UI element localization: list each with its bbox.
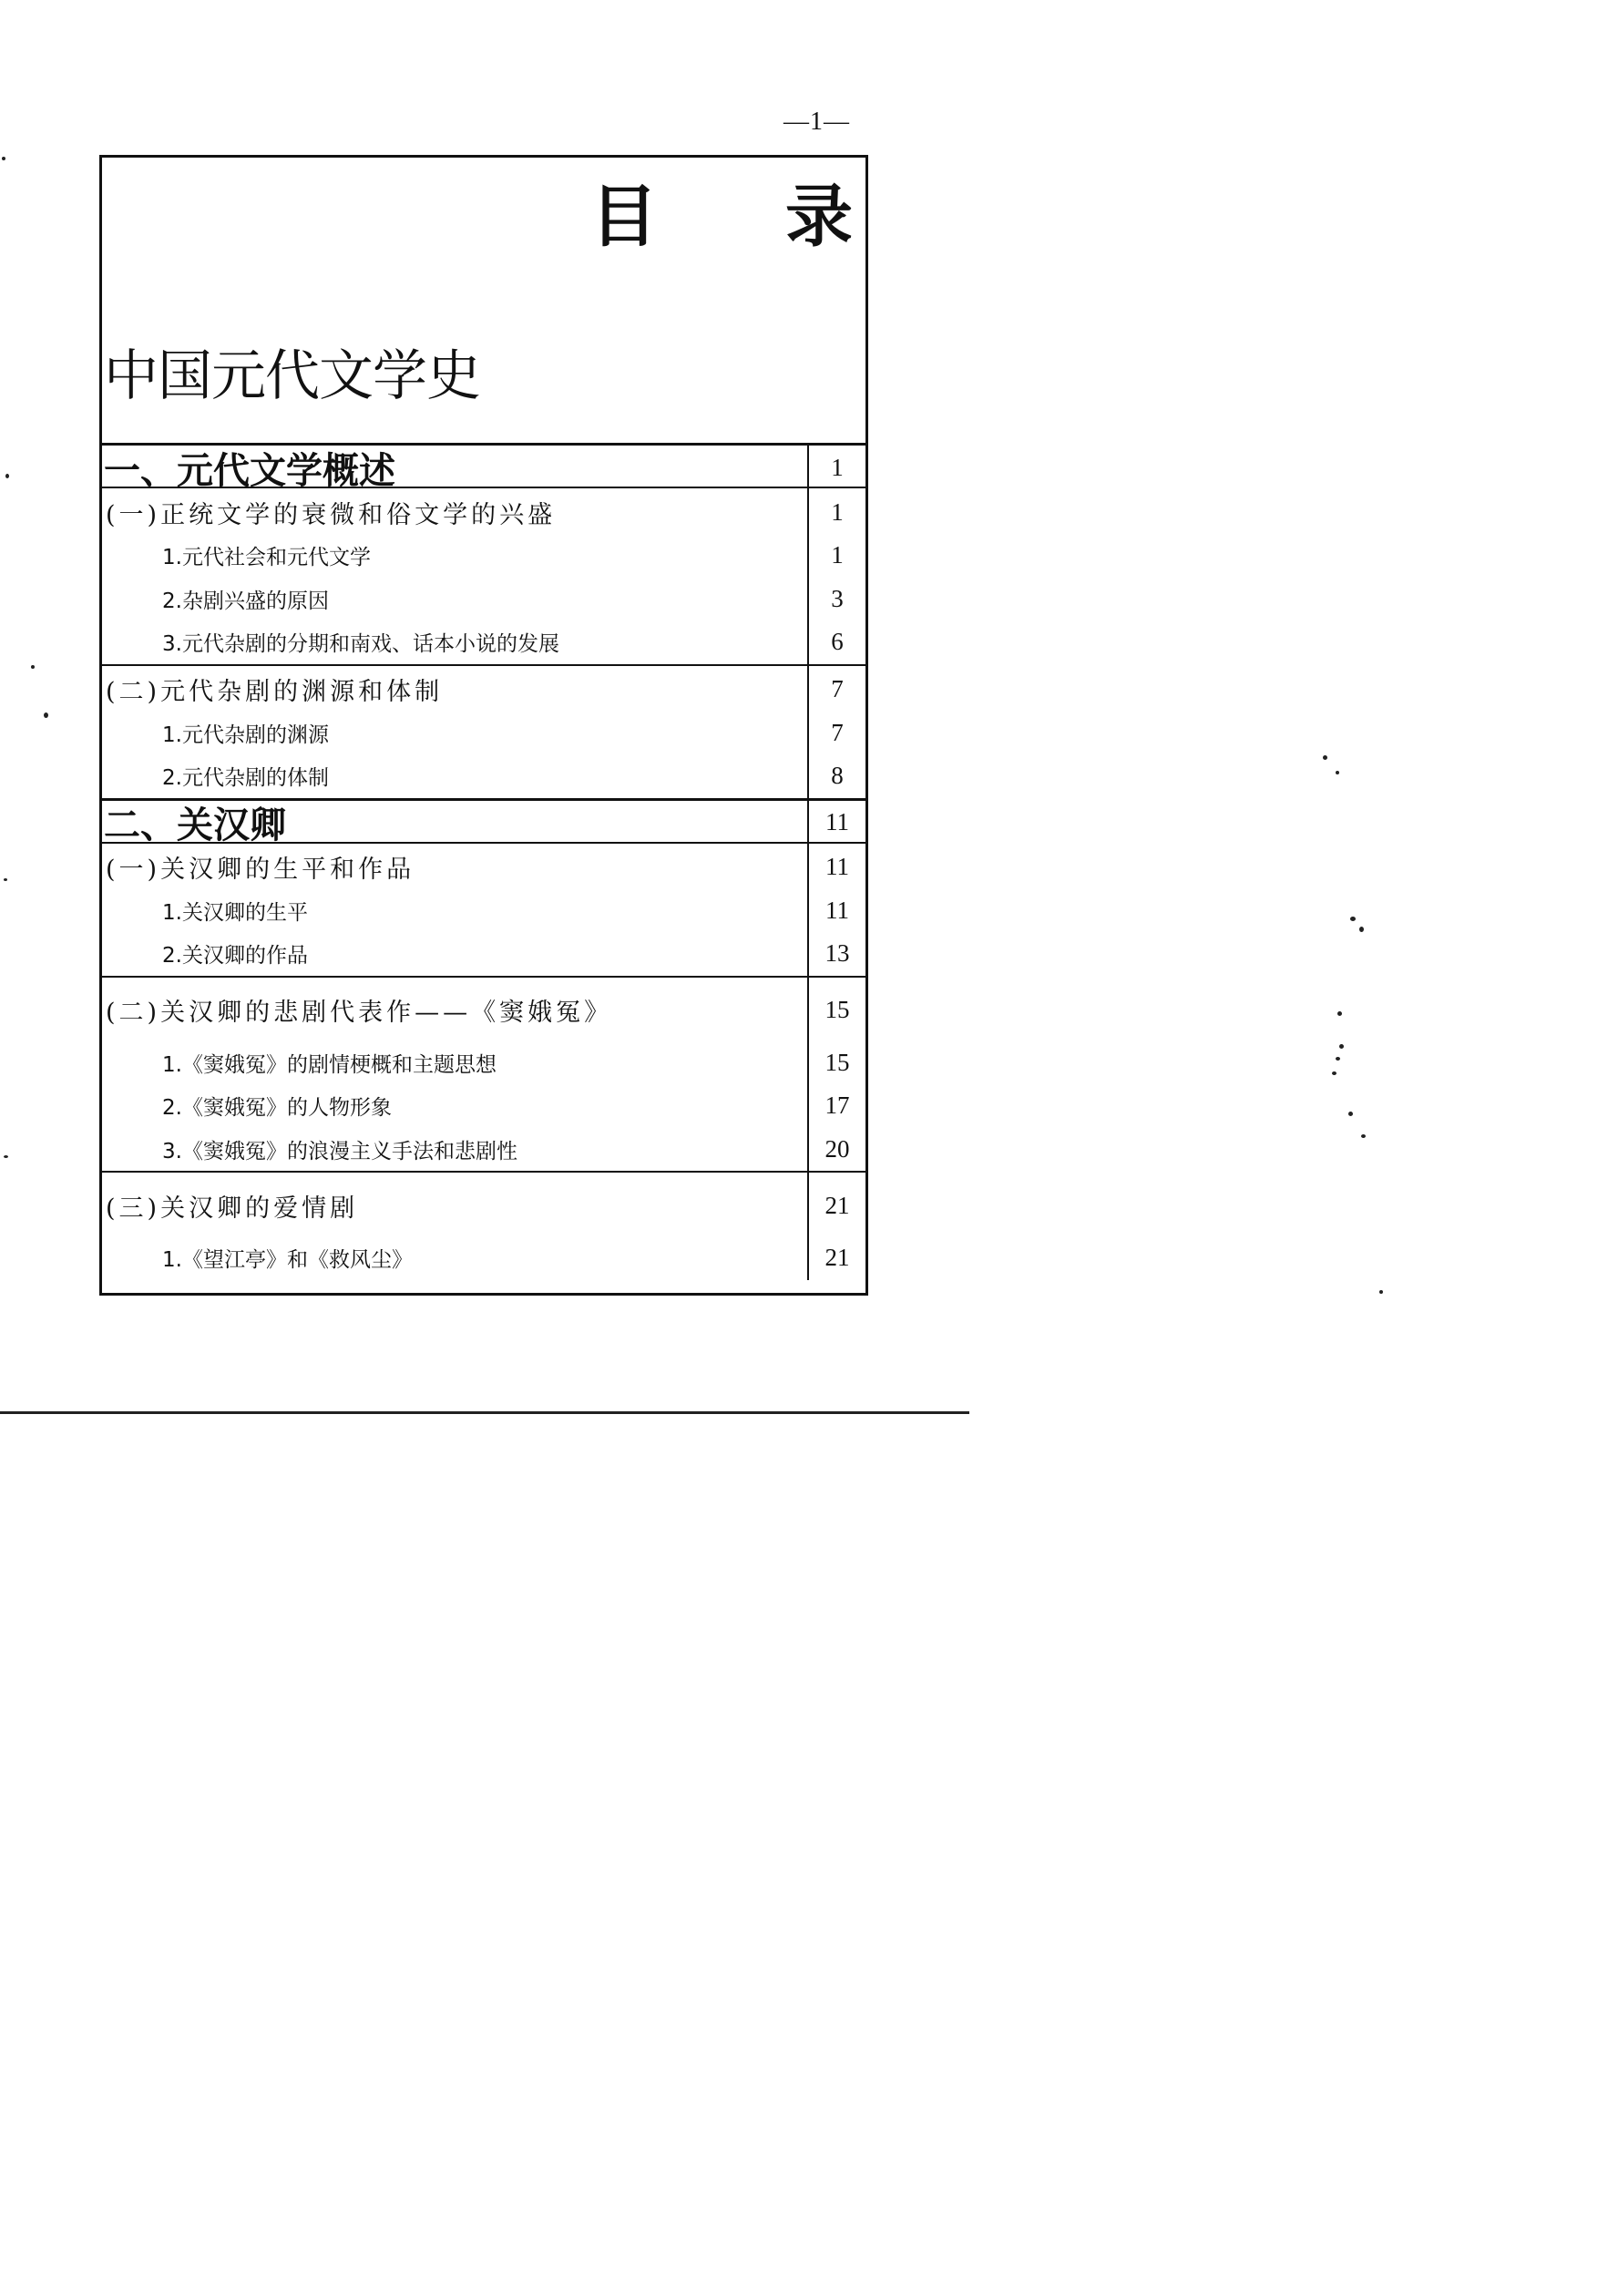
scan-speck: [1336, 1057, 1340, 1061]
scan-speck: [2, 157, 5, 160]
scan-speck: [1379, 1290, 1383, 1294]
toc-header: [102, 158, 980, 443]
scan-speck: [1350, 917, 1356, 921]
scan-speck: [1337, 1011, 1342, 1016]
toc-entry-page: 13: [807, 932, 865, 976]
toc-entry-title: 2.杂剧兴盛的原因: [162, 589, 329, 613]
toc-entry-title: 1.元代社会和元代文学: [162, 546, 371, 570]
scan-speck: [1361, 1134, 1366, 1138]
toc-entry: [102, 578, 865, 621]
scan-speck: [1323, 755, 1327, 760]
scan-speck: [31, 665, 35, 669]
scan-speck: [1332, 1071, 1336, 1075]
toc-entry: [102, 664, 865, 713]
toc-entry: [102, 1084, 865, 1128]
toc-entry-page: 6: [807, 620, 865, 664]
scan-speck: [1359, 927, 1364, 932]
toc-entry-page: 11: [807, 844, 865, 891]
book-title: 中国元代文学史: [104, 344, 480, 408]
toc-entry: [102, 932, 865, 976]
toc-entry-title: 一、元代文学概述: [104, 449, 395, 492]
toc-entry: [102, 976, 865, 1043]
bottom-rule: [0, 1411, 969, 1414]
toc-entry-page: 11: [807, 801, 865, 845]
toc-entry-page: 1: [807, 446, 865, 489]
toc-entry-title: 1.元代杂剧的渊源: [162, 723, 329, 747]
table-of-contents: [99, 155, 980, 1296]
toc-entry: [102, 798, 865, 845]
toc-entry-page: 3: [807, 578, 865, 621]
scan-speck: [4, 878, 7, 881]
toc-entry-title: 1.《望江亭》和《救风尘》: [162, 1248, 413, 1273]
toc-entry-page: 21: [807, 1236, 865, 1280]
toc-entry: [102, 534, 865, 578]
scan-speck: [44, 712, 48, 718]
toc-heading: 目录: [590, 178, 980, 256]
toc-entry-title: (一)关汉卿的生平和作品: [106, 856, 415, 884]
toc-entry-page: 1: [807, 534, 865, 578]
toc-entry-page: 21: [807, 1173, 865, 1238]
toc-entry: [102, 1041, 865, 1085]
toc-entry-title: 3.《窦娥冤》的浪漫主义手法和悲剧性: [162, 1139, 517, 1163]
toc-entry: [102, 842, 865, 891]
toc-entry-title: 2.《窦娥冤》的人物形象: [162, 1096, 392, 1121]
toc-entry-page: 20: [807, 1128, 865, 1172]
scan-speck: [1339, 1044, 1344, 1049]
toc-entry-page: 17: [807, 1084, 865, 1128]
toc-entry-page: 15: [807, 1041, 865, 1085]
scan-speck: [4, 1155, 8, 1158]
toc-entry-page: 8: [807, 754, 865, 798]
toc-entry-page: 7: [807, 712, 865, 755]
toc-entry-title: 1.《窦娥冤》的剧情梗概和主题思想: [162, 1052, 497, 1077]
scan-speck: [1348, 1112, 1353, 1116]
toc-entry: [102, 620, 865, 664]
toc-entry-title: (一)正统文学的衰微和俗文学的兴盛: [106, 500, 557, 529]
toc-entry-page: 7: [807, 666, 865, 713]
toc-entry-title: (三)关汉卿的爱情剧: [106, 1194, 359, 1223]
page-number: —1—: [783, 108, 850, 136]
toc-entry-page: 11: [807, 889, 865, 933]
toc-entry: [102, 1128, 865, 1172]
toc-entry: [102, 754, 865, 798]
toc-entry: [102, 712, 865, 755]
toc-entry-page: 15: [807, 978, 865, 1043]
toc-entry: [102, 1171, 865, 1238]
scan-speck: [1336, 771, 1339, 774]
toc-entry-title: 二、关汉卿: [104, 805, 286, 846]
toc-entry: [102, 487, 865, 536]
toc-entry-title: 3.元代杂剧的分期和南戏、话本小说的发展: [162, 632, 559, 657]
toc-entry-page: 1: [807, 488, 865, 536]
toc-entry-title: (二)关汉卿的悲剧代表作——《窦娥冤》: [106, 999, 613, 1027]
toc-entry: [102, 889, 865, 933]
toc-entry: [102, 443, 865, 492]
toc-entry-title: 1.关汉卿的生平: [162, 900, 308, 925]
toc-entry-title: 2.元代杂剧的体制: [162, 766, 329, 791]
toc-entry: [102, 1236, 865, 1280]
scan-speck: [5, 474, 9, 478]
toc-entry-title: 2.关汉卿的作品: [162, 944, 308, 969]
toc-entry-title: (二)元代杂剧的渊源和体制: [106, 678, 444, 706]
